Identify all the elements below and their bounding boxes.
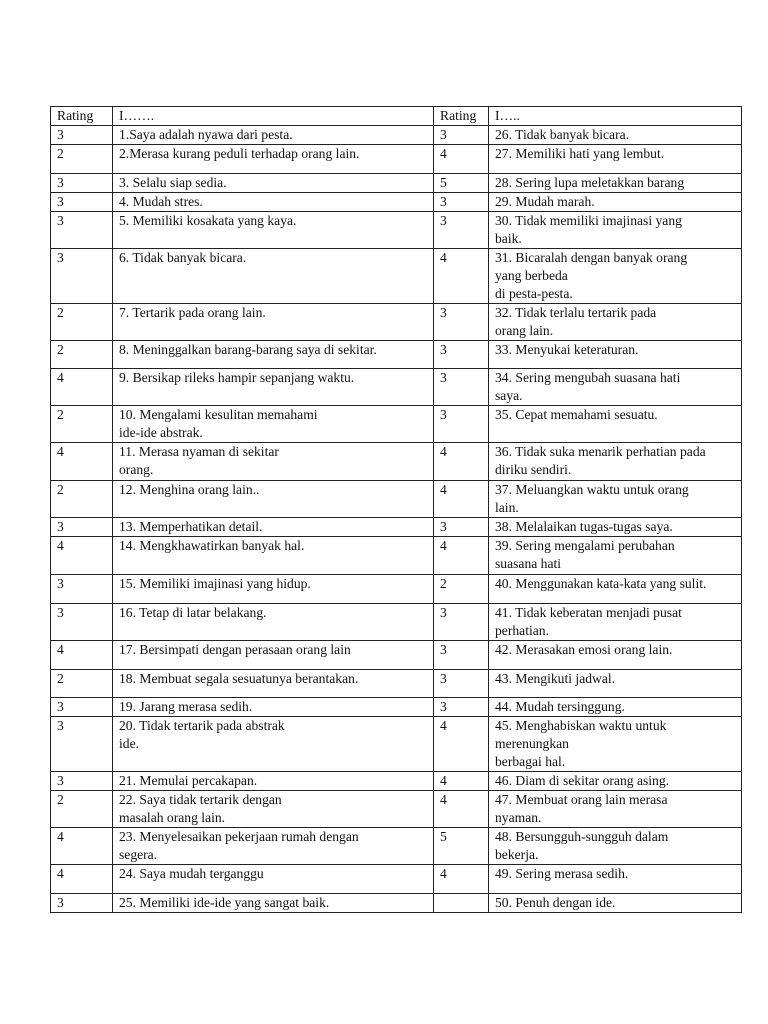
item-left-cell: 4. Mudah stres. [113,193,434,212]
rating-right-cell: 4 [434,791,489,828]
rating-left-cell: 3 [51,698,113,717]
table-row [51,193,742,212]
table-row [51,717,742,772]
rating-left-cell: 3 [51,212,113,249]
rating-right-cell [434,894,489,913]
table-row [51,791,742,828]
item-right-cell: 27. Memiliki hati yang lembut. [489,145,742,174]
item-left-cell: 1.Saya adalah nyawa dari pesta. [113,126,434,145]
rating-right-cell: 4 [434,145,489,174]
item-left-cell: 18. Membuat segala sesuatunya berantakan. [113,670,434,698]
rating-right-cell: 3 [434,698,489,717]
table-row [51,894,742,913]
table-row [51,341,742,369]
item-left-cell: 23. Menyelesaikan pekerjaan rumah dengan segera. [113,828,434,865]
rating-left-cell: 3 [51,126,113,145]
rating-right-cell: 3 [434,304,489,341]
table-row [51,212,742,249]
item-right-cell: 38. Melalaikan tugas-tugas saya. [489,518,742,537]
rating-right-cell: 3 [434,641,489,670]
item-right-cell: 34. Sering mengubah suasana hati saya. [489,369,742,406]
rating-left-cell: 3 [51,717,113,772]
table-row [51,865,742,894]
item-left-cell: 8. Meninggalkan barang-barang saya di sekitar. [113,341,434,369]
table-row [51,145,742,174]
table-row [51,537,742,575]
item-right-cell: 29. Mudah marah. [489,193,742,212]
rating-left-cell: 2 [51,670,113,698]
rating-left-cell: 2 [51,406,113,443]
item-left-cell: 19. Jarang merasa sedih. [113,698,434,717]
item-left-header: I……. [113,107,434,126]
rating-left-cell: 3 [51,772,113,791]
rating-right-cell: 4 [434,249,489,304]
table-row [51,443,742,481]
item-left-cell: 11. Merasa nyaman di sekitar orang. [113,443,434,481]
table-row [51,670,742,698]
table-row [51,406,742,443]
item-left-cell: 12. Menghina orang lain.. [113,481,434,518]
item-right-cell: 40. Menggunakan kata-kata yang sulit. [489,575,742,604]
item-left-cell: 5. Memiliki kosakata yang kaya. [113,212,434,249]
item-right-cell: 43. Mengikuti jadwal. [489,670,742,698]
rating-right-header: Rating [434,107,489,126]
item-left-cell: 14. Mengkhawatirkan banyak hal. [113,537,434,575]
rating-right-cell: 4 [434,717,489,772]
rating-right-cell: 5 [434,174,489,193]
item-left-cell: 6. Tidak banyak bicara. [113,249,434,304]
item-right-cell: 26. Tidak banyak bicara. [489,126,742,145]
item-left-cell: 9. Bersikap rileks hampir sepanjang waktu. [113,369,434,406]
rating-left-cell: 3 [51,575,113,604]
rating-right-cell: 4 [434,537,489,575]
item-left-cell: 21. Memulai percakapan. [113,772,434,791]
item-right-cell: 41. Tidak keberatan menjadi pusat perhatian. [489,604,742,641]
rating-right-cell: 5 [434,828,489,865]
rating-left-cell: 4 [51,828,113,865]
rating-left-cell: 2 [51,341,113,369]
item-left-cell: 20. Tidak tertarik pada abstrak ide. [113,717,434,772]
table-row [51,575,742,604]
rating-left-cell: 2 [51,481,113,518]
item-right-cell: 42. Merasakan emosi orang lain. [489,641,742,670]
item-left-cell: 16. Tetap di latar belakang. [113,604,434,641]
rating-left-cell: 2 [51,304,113,341]
rating-left-cell: 3 [51,604,113,641]
item-right-cell: 39. Sering mengalami perubahan suasana hati [489,537,742,575]
rating-right-cell: 3 [434,212,489,249]
table-row [51,304,742,341]
rating-left-cell: 3 [51,193,113,212]
rating-right-cell: 3 [434,604,489,641]
rating-right-cell: 3 [434,193,489,212]
rating-right-cell: 2 [434,575,489,604]
item-right-cell: 30. Tidak memiliki imajinasi yang baik. [489,212,742,249]
rating-right-cell: 3 [434,126,489,145]
item-right-header: I….. [489,107,742,126]
rating-left-cell: 4 [51,369,113,406]
item-right-cell: 31. Bicaralah dengan banyak orang yang berbeda di pesta-pesta. [489,249,742,304]
item-right-cell: 35. Cepat memahami sesuatu. [489,406,742,443]
item-left-cell: 17. Bersimpati dengan perasaan orang lain [113,641,434,670]
rating-table [50,106,742,913]
item-right-cell: 48. Bersungguh-sungguh dalam bekerja. [489,828,742,865]
rating-right-cell: 3 [434,341,489,369]
item-right-cell: 49. Sering merasa sedih. [489,865,742,894]
rating-left-cell: 3 [51,249,113,304]
table-row [51,249,742,304]
item-right-cell: 37. Meluangkan waktu untuk orang lain. [489,481,742,518]
item-right-cell: 33. Menyukai keteraturan. [489,341,742,369]
table-row [51,126,742,145]
table-row [51,518,742,537]
rating-left-cell: 2 [51,791,113,828]
rating-left-cell: 3 [51,174,113,193]
rating-left-cell: 4 [51,537,113,575]
rating-left-cell: 3 [51,518,113,537]
rating-left-cell: 4 [51,641,113,670]
item-right-cell: 46. Diam di sekitar orang asing. [489,772,742,791]
rating-right-cell: 3 [434,369,489,406]
rating-left-cell: 3 [51,894,113,913]
item-left-cell: 10. Mengalami kesulitan memahami ide-ide abstrak. [113,406,434,443]
rating-right-cell: 3 [434,406,489,443]
rating-left-cell: 2 [51,145,113,174]
header-row [51,107,742,126]
item-left-cell: 22. Saya tidak tertarik dengan masalah orang lain. [113,791,434,828]
table-row [51,604,742,641]
rating-right-cell: 4 [434,481,489,518]
table-row [51,641,742,670]
rating-right-cell: 4 [434,865,489,894]
rating-left-cell: 4 [51,865,113,894]
table-row [51,481,742,518]
item-right-cell: 28. Sering lupa meletakkan barang [489,174,742,193]
table-row [51,174,742,193]
item-left-cell: 13. Memperhatikan detail. [113,518,434,537]
rating-left-cell: 4 [51,443,113,481]
rating-right-cell: 3 [434,518,489,537]
table-row [51,369,742,406]
table-row [51,698,742,717]
item-right-cell: 47. Membuat orang lain merasa nyaman. [489,791,742,828]
item-left-cell: 15. Memiliki imajinasi yang hidup. [113,575,434,604]
item-left-cell: 24. Saya mudah terganggu [113,865,434,894]
item-left-cell: 2.Merasa kurang peduli terhadap orang lain. [113,145,434,174]
rating-left-header: Rating [51,107,113,126]
rating-right-cell: 4 [434,772,489,791]
item-right-cell: 44. Mudah tersinggung. [489,698,742,717]
table-row [51,828,742,865]
item-right-cell: 45. Menghabiskan waktu untuk merenungkan berbagai hal. [489,717,742,772]
item-right-cell: 32. Tidak terlalu tertarik pada orang lain. [489,304,742,341]
item-left-cell: 7. Tertarik pada orang lain. [113,304,434,341]
item-right-cell: 50. Penuh dengan ide. [489,894,742,913]
rating-right-cell: 4 [434,443,489,481]
table-row [51,772,742,791]
rating-right-cell: 3 [434,670,489,698]
item-right-cell: 36. Tidak suka menarik perhatian pada diriku sendiri. [489,443,742,481]
item-left-cell: 3. Selalu siap sedia. [113,174,434,193]
item-left-cell: 25. Memiliki ide-ide yang sangat baik. [113,894,434,913]
rating-table-body [51,107,742,913]
